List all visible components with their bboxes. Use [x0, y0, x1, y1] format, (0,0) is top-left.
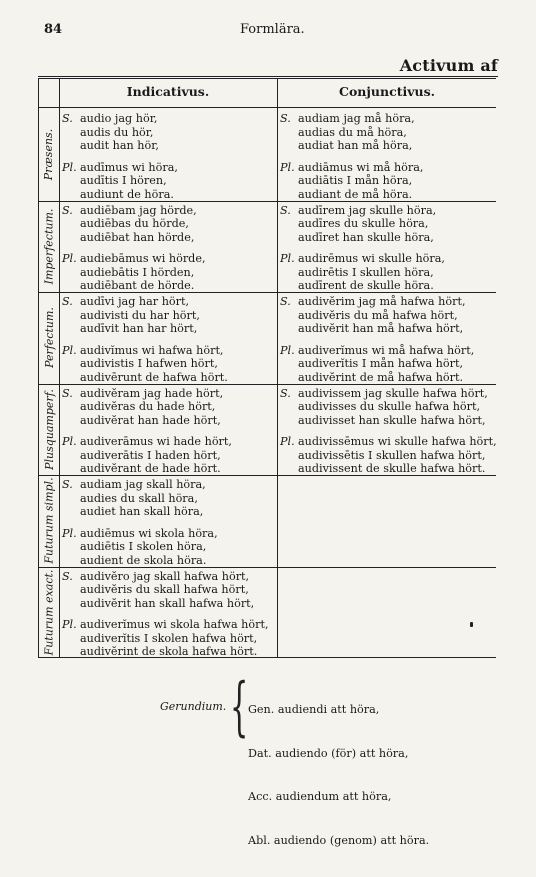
singular-group	[280, 387, 497, 428]
form-lines	[80, 204, 197, 245]
row-rule	[39, 292, 496, 293]
verb-form: audiverĭmus wi skola hafwa hört,	[80, 618, 269, 632]
verb-form: audivisti du har hört,	[80, 308, 200, 322]
verb-form: audivĭmus wi hafwa hört,	[80, 343, 224, 357]
ink-mark	[470, 622, 473, 627]
number-marker: S.	[62, 386, 73, 400]
plural-group	[280, 252, 445, 293]
conjunctive-cell	[280, 204, 445, 294]
verb-form: audīrent de skulle höra.	[298, 279, 434, 293]
number-marker: S.	[62, 478, 73, 491]
verb-form: audīres du skulle höra,	[298, 217, 429, 231]
gerundium-form: Dat. audiendo (för) att höra,	[248, 746, 409, 760]
conjunctive-header: Conjunctivus.	[339, 84, 435, 99]
number-marker: Pl.	[280, 435, 295, 449]
number-gap	[62, 244, 206, 252]
verb-form: audiēmus wi skola höra,	[80, 526, 218, 540]
gerundium-form: Gen. audiendi att höra,	[248, 703, 380, 716]
verb-form: audivissēmus wi skulle hafwa hört,	[298, 435, 497, 449]
number-gap	[62, 427, 232, 435]
plural-group	[62, 527, 218, 568]
label-column-divider	[59, 79, 60, 657]
form-lines	[80, 435, 232, 476]
verb-form: audiam jag må höra,	[298, 112, 415, 125]
gerundium-forms	[248, 674, 429, 877]
verb-form: audiēbat han hörde,	[80, 230, 195, 244]
verb-form: audient de skola höra.	[80, 553, 207, 567]
verb-form: audivĕras du hade hört,	[80, 400, 216, 414]
verb-form: audīvit han har hört,	[80, 322, 198, 336]
number-gap	[280, 427, 497, 435]
form-lines	[80, 112, 159, 153]
tense-label	[39, 567, 59, 659]
form-lines	[80, 618, 269, 659]
verb-form: audiēbant de hörde.	[80, 279, 195, 293]
plural-group	[280, 161, 423, 202]
verb-form: audis du hör,	[80, 125, 154, 139]
number-marker: S.	[280, 112, 291, 125]
verb-form: audīvi jag har hört,	[80, 295, 190, 308]
verb-form: audivĕrint de skola hafwa hört.	[80, 645, 258, 659]
form-lines	[298, 112, 415, 153]
row-rule	[39, 201, 496, 202]
plural-group	[62, 344, 228, 385]
number-marker: Pl.	[62, 618, 77, 632]
row-rule	[39, 475, 496, 476]
singular-group	[280, 295, 474, 336]
verb-form: audiam jag skall höra,	[80, 478, 206, 491]
verb-form: audiverĭtis I skolen hafwa hört,	[80, 631, 258, 645]
form-lines	[80, 478, 206, 519]
number-gap	[62, 336, 228, 344]
verb-form: audivĕrit han skall hafwa hört,	[80, 596, 255, 610]
verb-form: audiunt de höra.	[80, 187, 174, 201]
number-marker: Pl.	[280, 160, 295, 174]
running-head: Formlära.	[240, 22, 305, 37]
verb-form: audiverāmus wi hade hört,	[80, 435, 232, 449]
singular-group	[62, 387, 232, 428]
header-rule	[39, 107, 496, 108]
number-gap	[62, 519, 218, 527]
form-lines	[298, 344, 474, 385]
verb-form: audīret han skulle höra,	[298, 230, 434, 244]
verb-form: audiēbas du hörde,	[80, 217, 189, 231]
verb-form: audivissem jag skulle hafwa hört,	[298, 386, 488, 400]
form-lines	[298, 204, 436, 245]
verb-form: audivĕris du må hafwa hört,	[298, 308, 458, 322]
section-title: Activum af	[399, 56, 498, 75]
verb-form: audivĕrim jag må hafwa hört,	[298, 295, 466, 308]
form-lines	[298, 435, 497, 476]
verb-form: audiat han må höra,	[298, 139, 413, 153]
form-lines	[298, 295, 466, 336]
number-marker: Pl.	[62, 526, 77, 540]
number-marker: Pl.	[62, 435, 77, 449]
verb-form: audiverĭtis I mån hafwa hört,	[298, 357, 464, 371]
form-lines	[80, 344, 228, 385]
number-gap	[62, 610, 269, 618]
number-marker: Pl.	[280, 252, 295, 266]
conjunctive-cell	[280, 295, 474, 385]
tense-label	[39, 109, 59, 201]
number-marker: Pl.	[62, 343, 77, 357]
number-marker: S.	[62, 112, 73, 125]
gerundium-block	[160, 670, 460, 847]
tense-label-text: Præsens.	[42, 129, 56, 181]
verb-form: audivisses du skulle hafwa hört,	[298, 400, 481, 414]
verb-form: audiet han skall höra,	[80, 505, 204, 519]
verb-form: audirēmus wi skulle höra,	[298, 252, 445, 266]
verb-form: audivĕrat han hade hört,	[80, 413, 221, 427]
verb-form: audivĕrant de hade hört.	[80, 462, 221, 476]
title-rule	[38, 76, 498, 77]
verb-form: audio jag hör,	[80, 112, 158, 125]
singular-group	[62, 112, 178, 153]
verb-form: audiverātis I haden hört,	[80, 448, 221, 462]
verb-form: audītis I hören,	[80, 174, 167, 188]
tense-label-text: Imperfectum.	[42, 208, 56, 285]
number-gap	[280, 336, 474, 344]
gerundium-form: Abl. audiendo (genom) att höra.	[248, 833, 430, 847]
verb-form: audivĕrit han må hafwa hört,	[298, 322, 464, 336]
singular-group	[62, 295, 228, 336]
verb-form: audiātis I mån höra,	[298, 174, 413, 188]
form-lines	[80, 570, 254, 611]
conjunctive-cell	[280, 387, 497, 477]
verb-form: audiebāmus wi hörde,	[80, 252, 206, 266]
singular-group	[62, 204, 206, 245]
conjunctive-cell	[280, 112, 423, 202]
verb-form: audīmus wi höra,	[80, 160, 178, 174]
number-marker: S.	[62, 569, 73, 583]
number-gap	[280, 153, 423, 161]
tense-label	[39, 475, 59, 567]
indicative-cell	[62, 204, 206, 294]
verb-form: audivērunt de hafwa hört.	[80, 370, 228, 384]
number-marker: S.	[280, 295, 291, 308]
tense-label	[39, 201, 59, 293]
row-rule	[39, 384, 496, 385]
verb-form: audivĕris du skall hafwa hört,	[80, 583, 249, 597]
singular-group	[280, 112, 423, 153]
plural-group	[62, 252, 206, 293]
number-marker: S.	[280, 386, 291, 400]
conjugation-table	[38, 78, 496, 658]
number-marker: S.	[62, 295, 73, 308]
verb-form: audit han hör,	[80, 139, 159, 153]
brace-icon: {	[230, 670, 249, 744]
verb-form: audias du må höra,	[298, 125, 407, 139]
verb-form: audivĕro jag skall hafwa hört,	[80, 569, 250, 583]
indicative-cell	[62, 478, 218, 568]
number-marker: S.	[62, 203, 73, 217]
row-rule	[39, 567, 496, 568]
singular-group	[62, 478, 218, 519]
form-lines	[298, 161, 423, 202]
indicative-cell	[62, 112, 178, 202]
plural-group	[62, 435, 232, 476]
verb-form: audirētis I skullen höra,	[298, 265, 434, 279]
indicative-cell	[62, 570, 269, 660]
gerundium-label: Gerundium.	[160, 700, 227, 713]
singular-group	[62, 570, 269, 611]
verb-form: audiebātis I hörden,	[80, 265, 195, 279]
verb-form: audīrem jag skulle höra,	[298, 203, 437, 217]
verb-form: audiverĭmus wi må hafwa hört,	[298, 343, 475, 357]
number-gap	[62, 153, 178, 161]
tense-label-text: Plusquamperf.	[42, 388, 56, 470]
verb-form: audivĕram jag hade hört,	[80, 386, 224, 400]
verb-form: audiāmus wi må höra,	[298, 160, 424, 174]
page-number: 84	[44, 22, 63, 37]
verb-form: audivĕrint de må hafwa hört.	[298, 370, 464, 384]
form-lines	[80, 252, 206, 293]
singular-group	[280, 204, 445, 245]
plural-group	[62, 161, 178, 202]
verb-form: audivissent de skulle hafwa hört.	[298, 462, 486, 476]
number-marker: Pl.	[280, 343, 295, 357]
indicative-header: Indicativus.	[126, 84, 210, 99]
form-lines	[80, 295, 200, 336]
plural-group	[62, 618, 269, 659]
tense-label	[39, 292, 59, 384]
gerundium-form: Acc. audiendum att höra,	[248, 790, 392, 803]
indicative-cell	[62, 295, 228, 385]
verb-form: audiētis I skolen höra,	[80, 540, 207, 554]
plural-group	[280, 435, 497, 476]
tense-label-text: Futurum simpl.	[42, 477, 56, 564]
form-lines	[80, 527, 218, 568]
verb-form: audies du skall höra,	[80, 491, 198, 505]
form-lines	[298, 387, 488, 428]
number-marker: Pl.	[62, 160, 77, 174]
indicative-cell	[62, 387, 232, 477]
verb-form: audivissētis I skullen hafwa hört,	[298, 448, 486, 462]
form-lines	[80, 161, 178, 202]
plural-group	[280, 344, 474, 385]
mood-column-divider	[277, 79, 278, 657]
form-lines	[298, 252, 445, 293]
verb-form: audiant de må höra.	[298, 187, 413, 201]
tense-label-text: Perfectum.	[42, 307, 56, 369]
verb-form: audiēbam jag hörde,	[80, 203, 197, 217]
tense-label-text: Futurum exact.	[42, 569, 56, 656]
number-gap	[280, 244, 445, 252]
form-lines	[80, 387, 223, 428]
number-marker: S.	[280, 203, 291, 217]
verb-form: audivistis I hafwen hört,	[80, 357, 218, 371]
tense-label	[39, 384, 59, 476]
number-marker: Pl.	[62, 252, 77, 266]
verb-form: audivisset han skulle hafwa hört,	[298, 413, 486, 427]
